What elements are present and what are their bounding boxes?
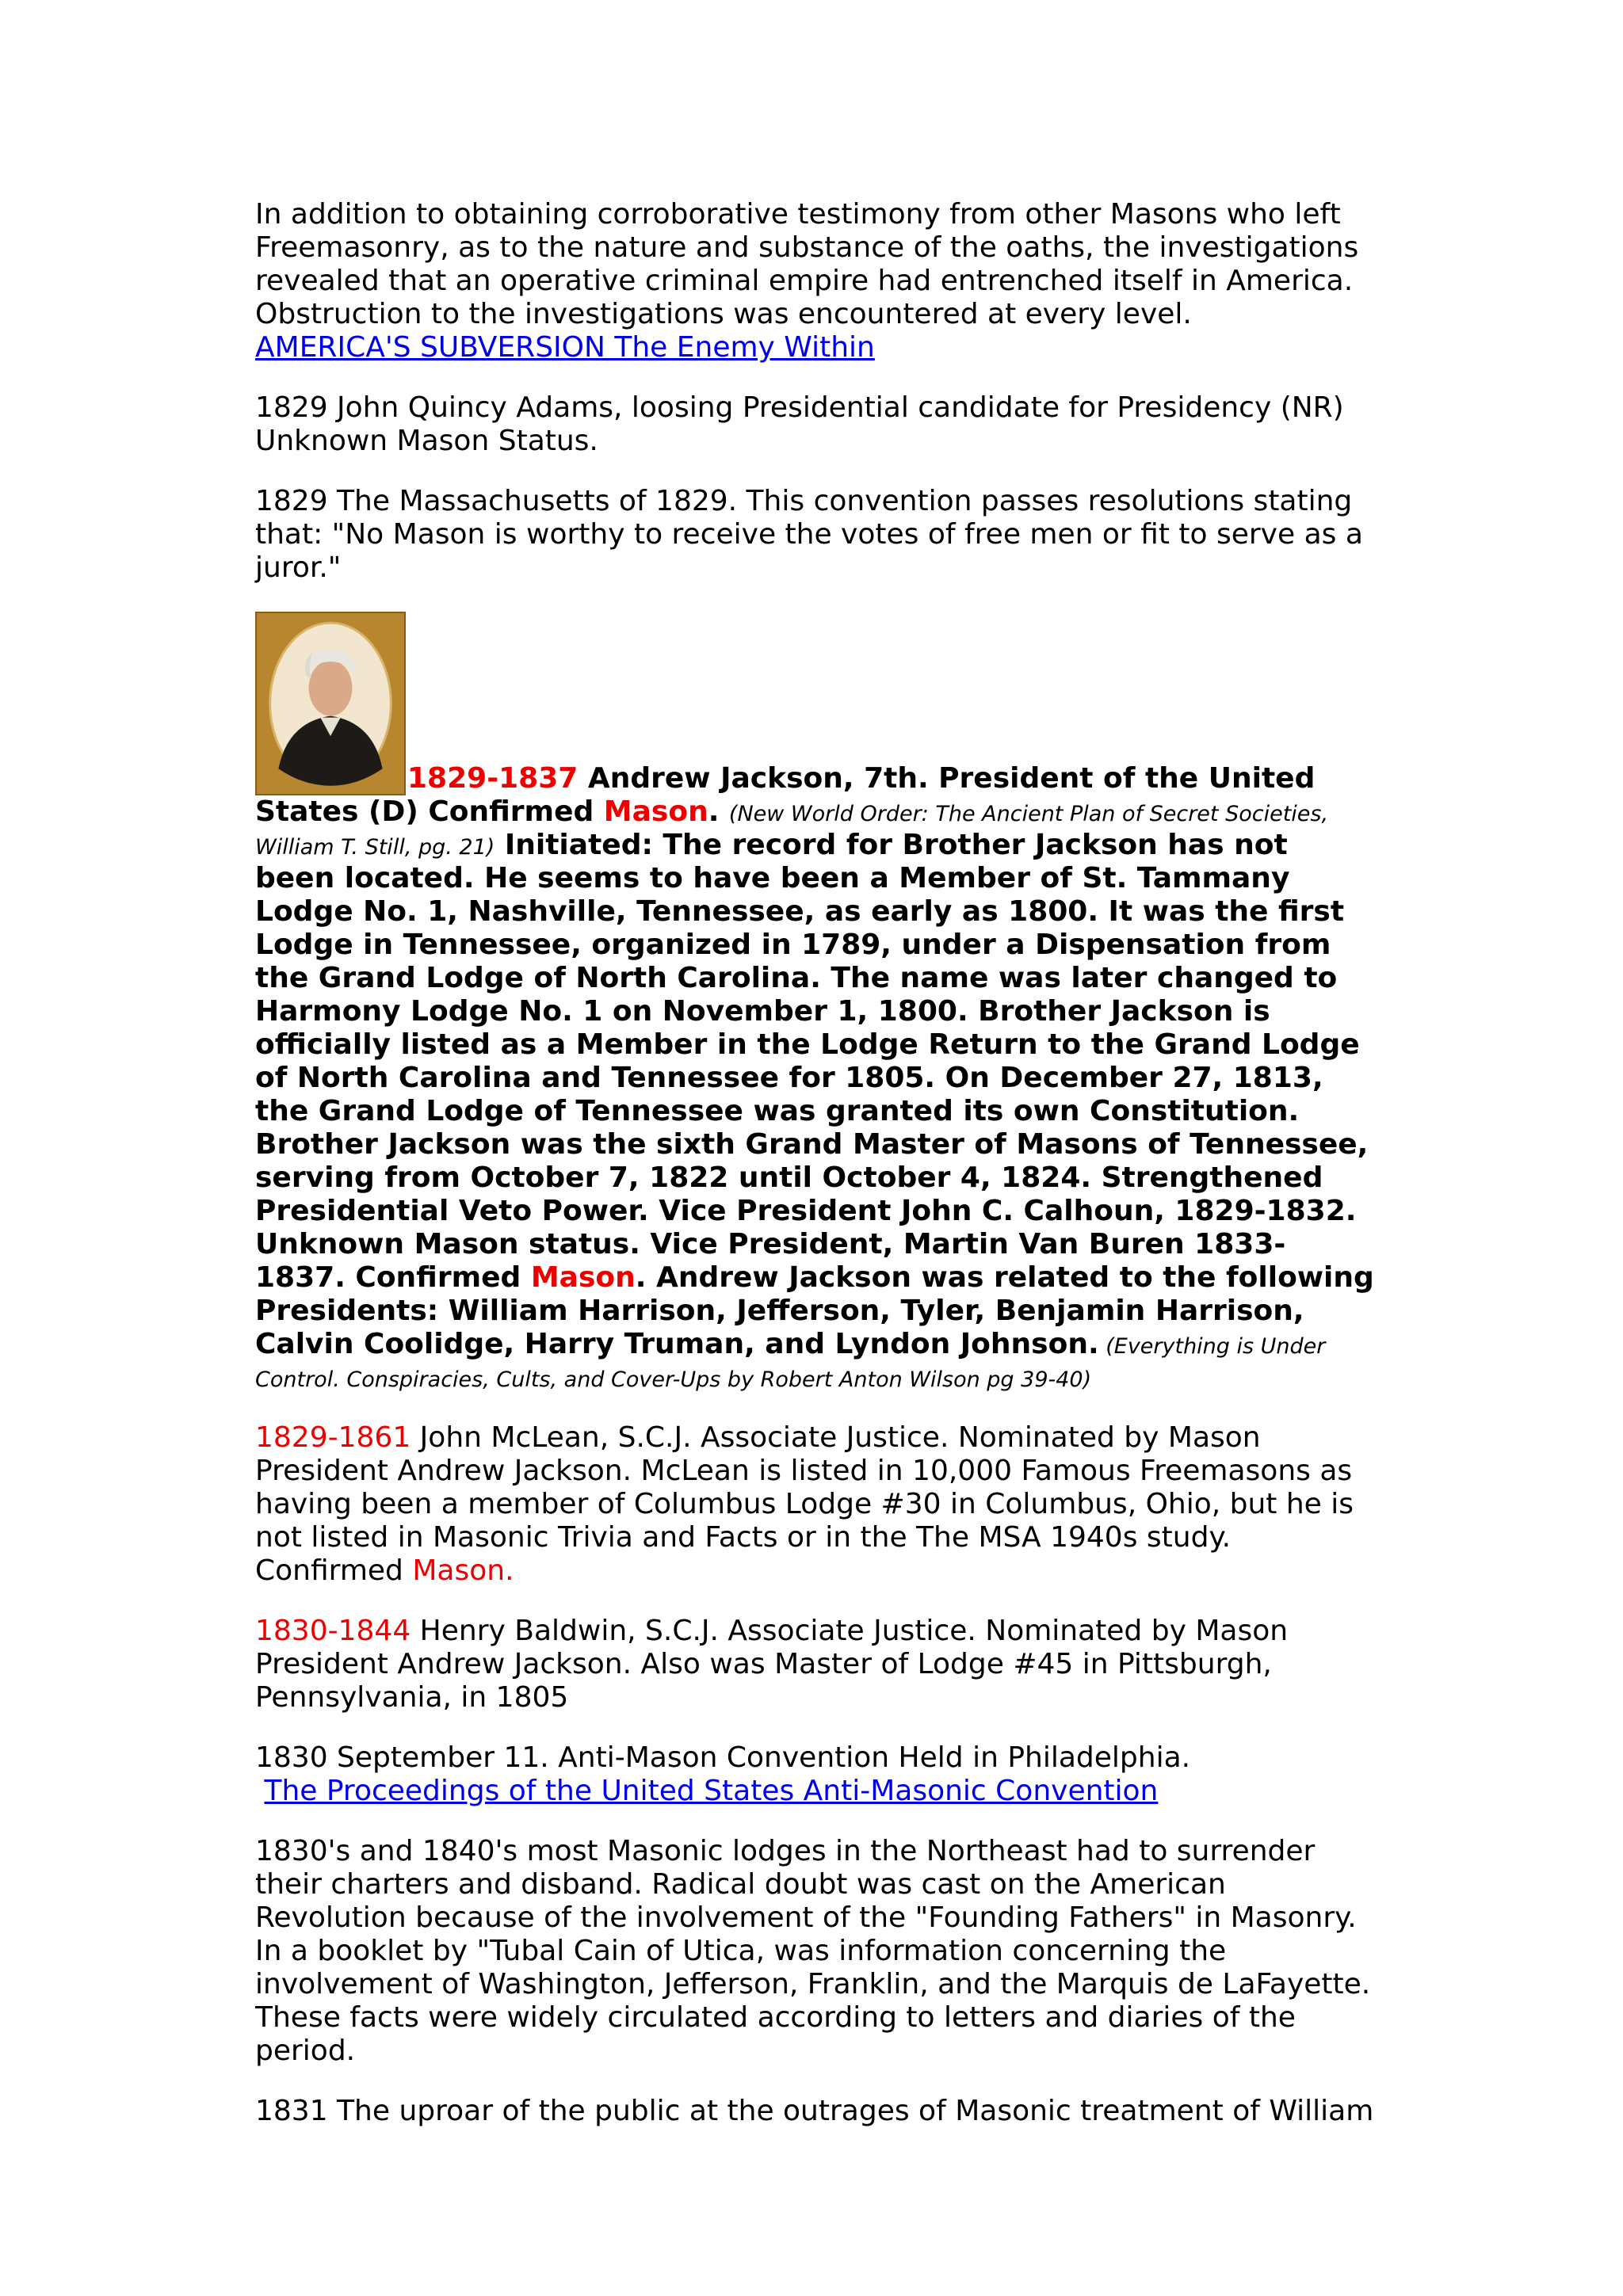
jackson-citation-1: (New World Order: The Ancient Plan of Secret Societies, William T. Still, pg. 21) (255, 802, 1329, 860)
convention-text: 1830 September 11. Anti-Mason Convention Held in Philadelphia. (255, 1741, 1191, 1774)
paragraph-jackson (255, 612, 1374, 1394)
paragraph-1830s: 1830's and 1840's most Masonic lodges in the Northeast had to surrender their charters and disband. Radical doubt was cast on the American Revolution because of the involvement of the "Founding Fathers" in Masonry. In a booklet by "Tubal Cain of Utica, was information concerning the involvement of Washington, Jefferson, Franklin, and the Marquis de LaFayette. These facts were widely circulated according to letters and diaries of the period. (255, 1835, 1371, 2067)
jackson-years: 1829-1837 (407, 762, 579, 795)
link-anti-masonic-proceedings[interactable]: The Proceedings of the United States Anti-Masonic Convention (264, 1775, 1159, 1807)
jackson-text-1: Andrew Jackson, 7th. President of the United States (D) Confirmed (255, 762, 1316, 828)
paragraph-convention (255, 1741, 1374, 1808)
jackson-text-3: Initiated: The record for Brother Jackson has not been located. He seems to have been a Member of St. Tammany Lodge No. 1, Nashville, Tennessee, as early as 1800. It was the first Lodge in Tennessee, organized in 1789, under a Dispensation from the Grand Lodge of North Carolina. The name was later changed to Harmony Lodge No. 1 on November 1, 1800. Brother Jackson is officially listed as a Member in the Lodge Return to the Grand Lodge of North Carolina and Tennessee for 1805. On December 27, 1813, the Grand Lodge of Tennessee was granted its own Constitution. Brother Jackson was the sixth Grand Master of Masons of Tennessee, serving from October 7, 1822 until October 4, 1824. Strengthened Presidential Veto Power. Vice President John C. Calhoun, 1829-1832. Unknown Mason status. Vice President, Martin Van Buren 1833-1837. Confirmed (255, 829, 1369, 1294)
paragraph-investigations (255, 198, 1374, 364)
jackson-text-4: . Andrew Jackson was related to the following Presidents: William Harrison, Jefferson, Tyler, Benjamin Harrison, Calvin Coolidge, Harry Truman, and Lyndon Johnson. (255, 1261, 1374, 1360)
baldwin-years: 1830-1844 (255, 1615, 411, 1647)
andrew-jackson-portrait (255, 612, 406, 795)
jackson-mason-2: Mason (530, 1261, 636, 1294)
paragraph-text: In addition to obtaining corroborative testimony from other Masons who left Freemasonry, as to the nature and substance of the oaths, the investigations revealed that an operative criminal empire had entrenched itself in America. Obstruction to the investigations was encountered at every level. (255, 198, 1359, 330)
paragraph-adams: 1829 John Quincy Adams, loosing Presidential candidate for Presidency (NR) Unknown Mason Status. (255, 391, 1344, 457)
jackson-text-2: . (708, 795, 729, 828)
paragraph-1831: 1831 The uproar of the public at the outrages of Masonic treatment of William (255, 2095, 1374, 2127)
paragraph-massachusetts: 1829 The Massachusetts of 1829. This convention passes resolutions stating that: "No Mason is worthy to receive the votes of free men or fit to serve as a juror." (255, 485, 1363, 584)
document-body (255, 198, 1374, 2155)
mclean-text: John McLean, S.C.J. Associate Justice. Nominated by Mason President Andrew Jackson. McLean is listed in 10,000 Famous Freemasons as having been a member of Columbus Lodge #30 in Columbus, Ohio, but he is not listed in Masonic Trivia and Facts or in the The MSA 1940s study. Confirmed (255, 1421, 1354, 1587)
mclean-mason: Mason. (412, 1554, 514, 1587)
link-americas-subversion[interactable]: AMERICA'S SUBVERSION The Enemy Within (255, 331, 875, 364)
jackson-citation-2: (Everything is Under Control. Conspiracies, Cults, and Cover-Ups by Robert Anton Wilson pg 39-40) (255, 1334, 1326, 1392)
paragraph-baldwin (255, 1615, 1374, 1714)
baldwin-text: Henry Baldwin, S.C.J. Associate Justice. Nominated by Mason President Andrew Jackson. Also was Master of Lodge #45 in Pittsburgh, Pennsylvania, in 1805 (255, 1615, 1289, 1714)
paragraph-mclean (255, 1421, 1374, 1588)
mclean-years: 1829-1861 (255, 1421, 411, 1454)
jackson-mason-1: Mason (603, 795, 708, 828)
portrait-image (257, 613, 404, 794)
